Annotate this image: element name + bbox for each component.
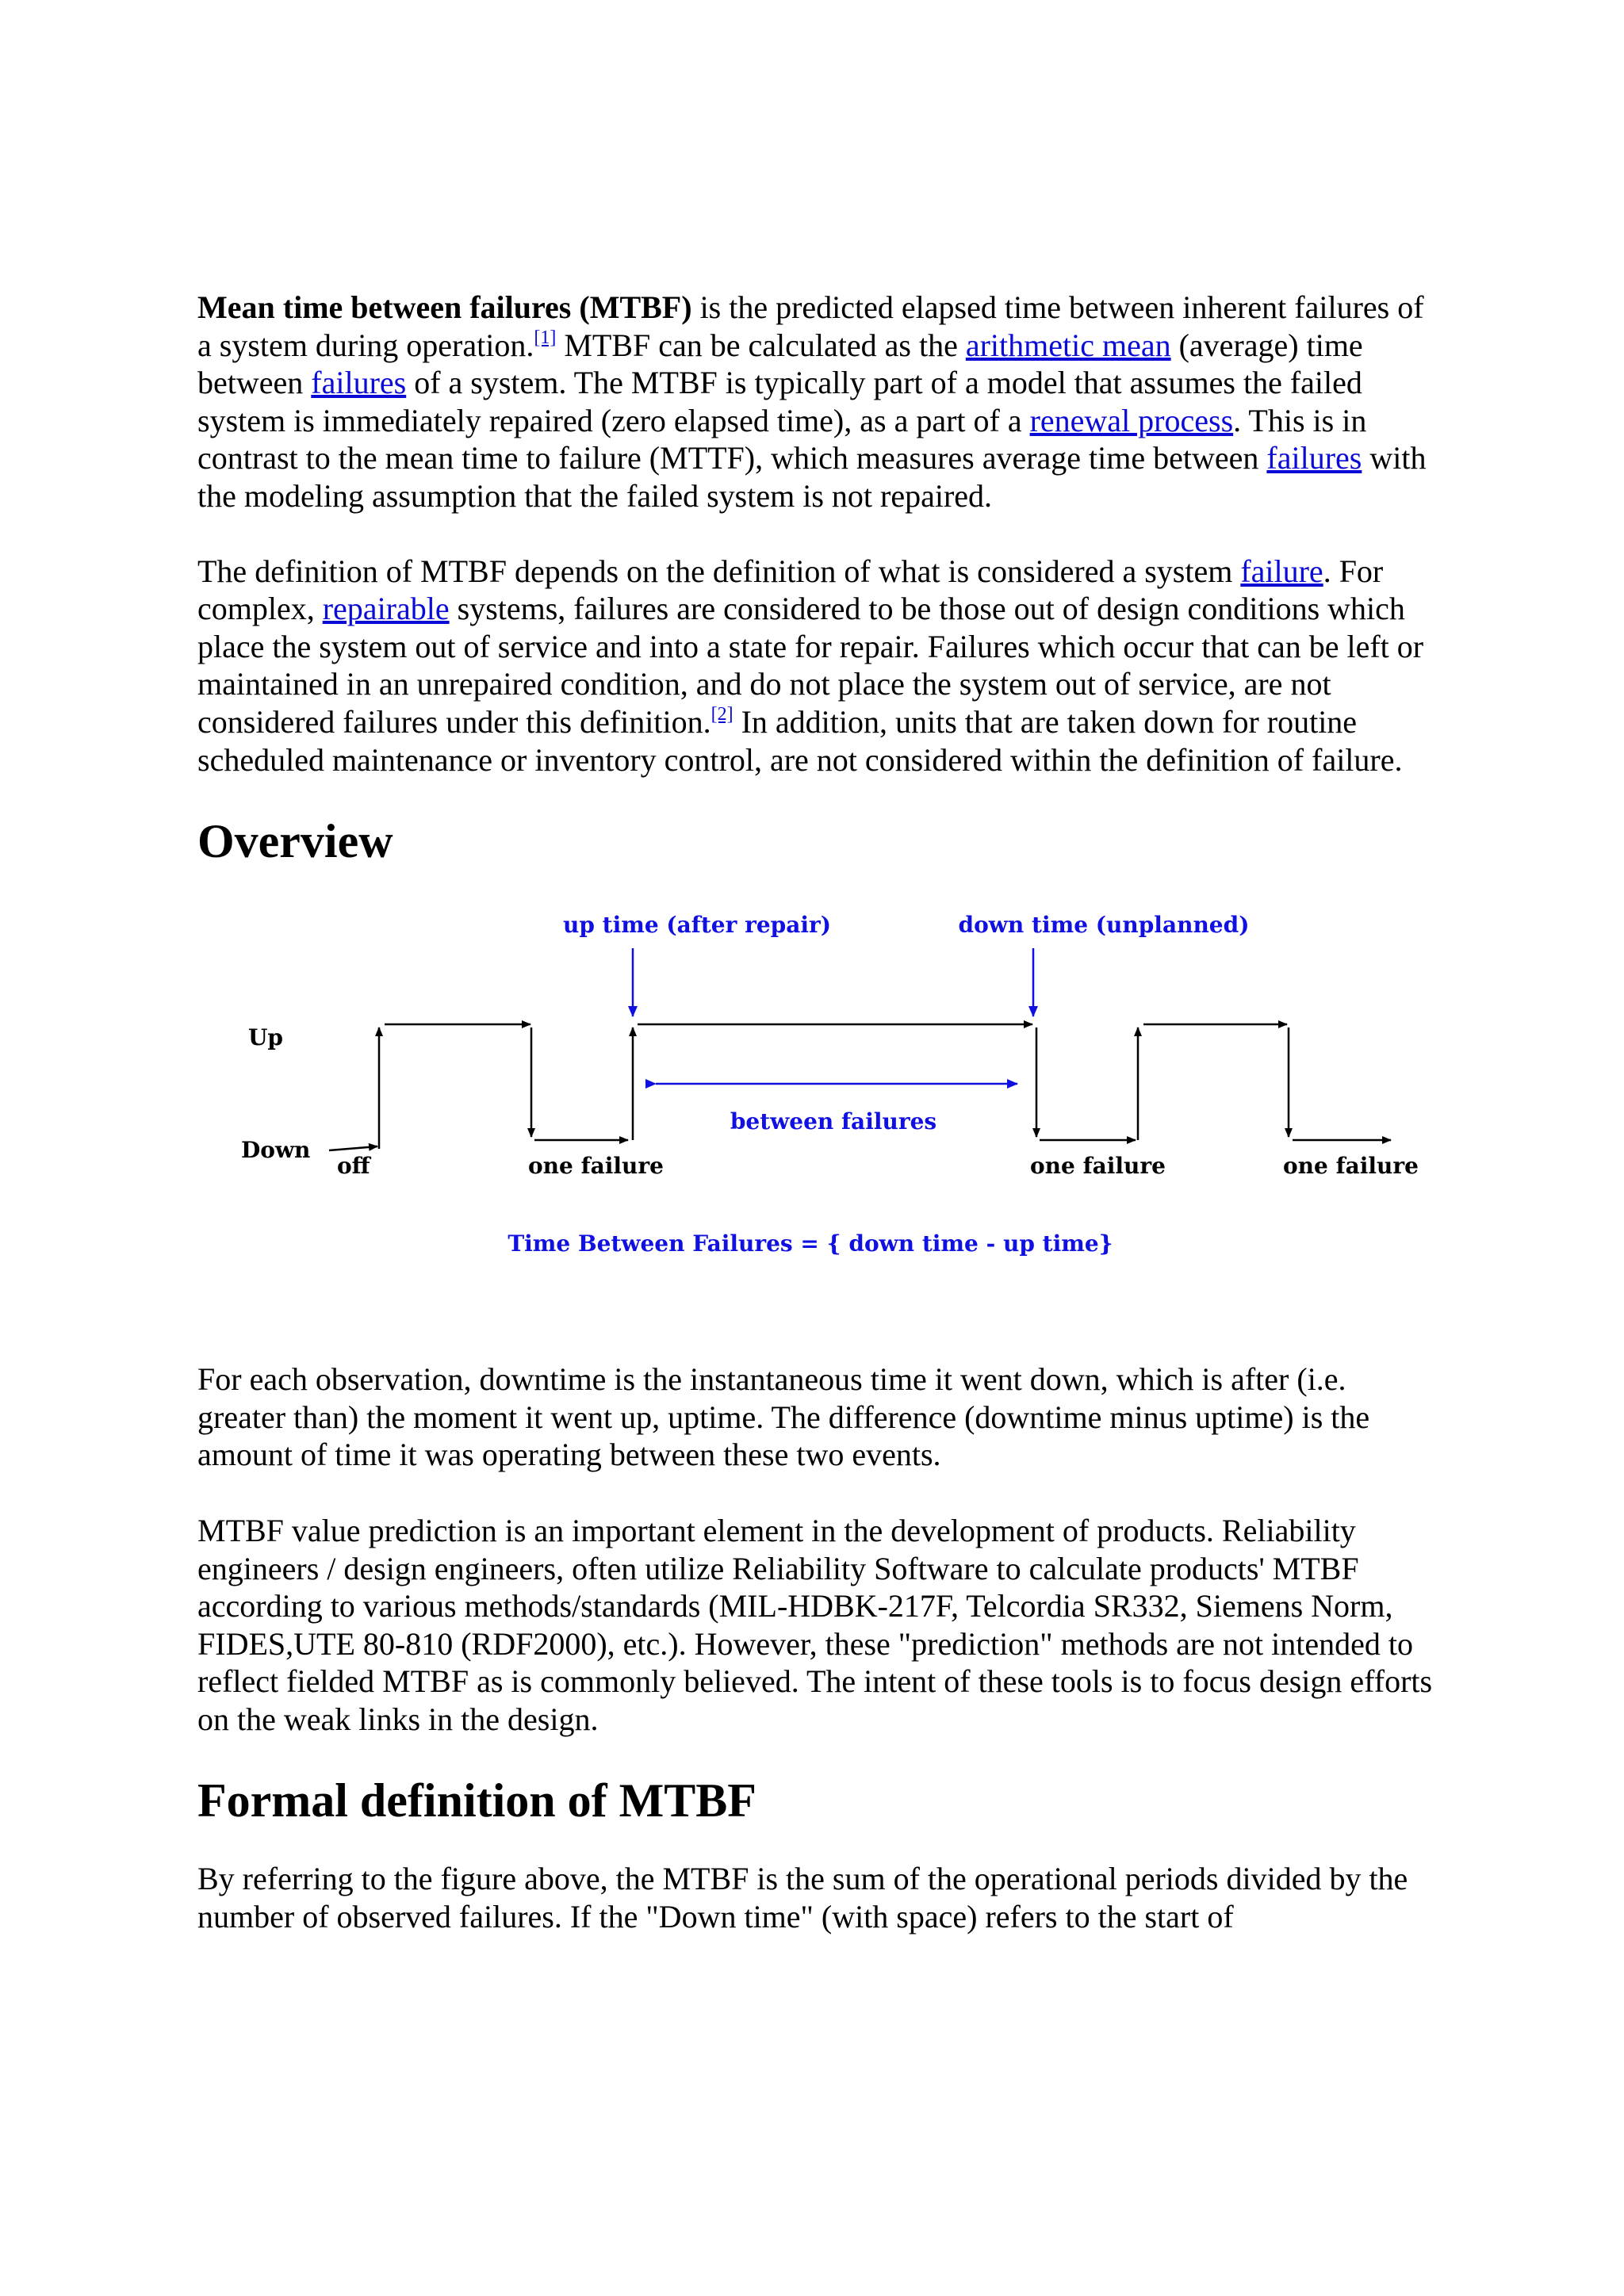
link-failures-2[interactable]: failures <box>1266 440 1362 476</box>
label-down: Down <box>241 1137 311 1164</box>
label-up: Up <box>248 1024 283 1051</box>
term-mtbf: Mean time between failures (MTBF) <box>197 289 692 325</box>
article-content <box>197 289 1434 1936</box>
text: with the modeling assumption that the failed system is not repaired. <box>197 440 1427 514</box>
mtbf-diagram-svg <box>197 869 1434 1360</box>
label-formula: Time Between Failures = { down time - up time} <box>508 1230 1113 1257</box>
reference-1[interactable] <box>534 327 556 348</box>
paragraph-observation: For each observation, downtime is the instantaneous time it went down, which is after (i.e. greater than) the moment it went up, uptime. The difference (downtime minus uptime) is the amount of time it was operating between these two events. <box>197 1361 1370 1473</box>
reference-2-link[interactable]: [2] <box>710 703 733 725</box>
text: systems, failures are considered to be those out of design conditions which place the system out of service and into a state for repair. Failures which occur that can be left or maintained in an unrepaired condition, and do not place the system out of service, are not considered failures under this definition. <box>197 591 1424 740</box>
label-down-time: down time (unplanned) <box>958 912 1250 939</box>
label-up-time: up time (after repair) <box>562 912 832 939</box>
text: (average) time between <box>197 327 1363 401</box>
link-arithmetic-mean[interactable]: arithmetic mean <box>965 327 1171 363</box>
label-one-failure-1: one failure <box>528 1153 664 1180</box>
text: . This is in contrast to the mean time to failure (MTTF), which measures average time between <box>197 402 1367 476</box>
label-between-failures: between failures <box>730 1108 937 1135</box>
link-renewal-process[interactable]: renewal process <box>1029 402 1234 438</box>
link-repairable[interactable]: repairable <box>322 591 450 627</box>
mtbf-diagram <box>197 869 1434 1360</box>
paragraph-definition <box>197 553 1434 779</box>
link-failure[interactable]: failure <box>1240 553 1323 589</box>
label-off: off <box>337 1153 370 1180</box>
link-failures[interactable]: failures <box>311 365 407 401</box>
text: . For complex, <box>197 553 1384 627</box>
text: MTBF can be calculated as the <box>556 327 966 363</box>
paragraph-intro <box>197 289 1434 515</box>
text: of a system. The MTBF is typically part of a model that assumes the failed system is immediately repaired (zero elapsed time), as a part of a <box>197 365 1362 438</box>
text: The definition of MTBF depends on the definition of what is considered a system <box>197 553 1241 589</box>
text: In addition, units that are taken down for routine scheduled maintenance or inventory control, are not considered within the definition of failure. <box>197 703 1403 778</box>
label-one-failure-3: one failure <box>1283 1153 1419 1180</box>
reference-1-link[interactable]: [1] <box>534 327 557 348</box>
label-one-failure-2: one failure <box>1030 1153 1166 1180</box>
reference-2[interactable] <box>711 704 733 725</box>
heading-overview: Overview <box>197 815 393 868</box>
paragraph-prediction: MTBF value prediction is an important element in the development of products. Reliability engineers / design engineers, often utilize Reliability Software to calculate products' MTBF according to various methods/standards (MIL-HDBK-217F, Telcordia SR332, Siemens Norm, FIDES,UTE 80-810 (RDF2000), etc.). However, these "prediction" methods are not intended to reflect fielded MTBF as is commonly believed. The intent of these tools is to focus design efforts on the weak links in the design. <box>197 1512 1433 1737</box>
paragraph-formal: By referring to the figure above, the MTBF is the sum of the operational periods divided by the number of observed failures. If the "Down time" (with space) refers to the start of <box>197 1861 1408 1935</box>
text: is the predicted elapsed time between inherent failures of a system during operation. <box>197 289 1424 363</box>
heading-formal-definition: Formal definition of MTBF <box>197 1774 756 1827</box>
